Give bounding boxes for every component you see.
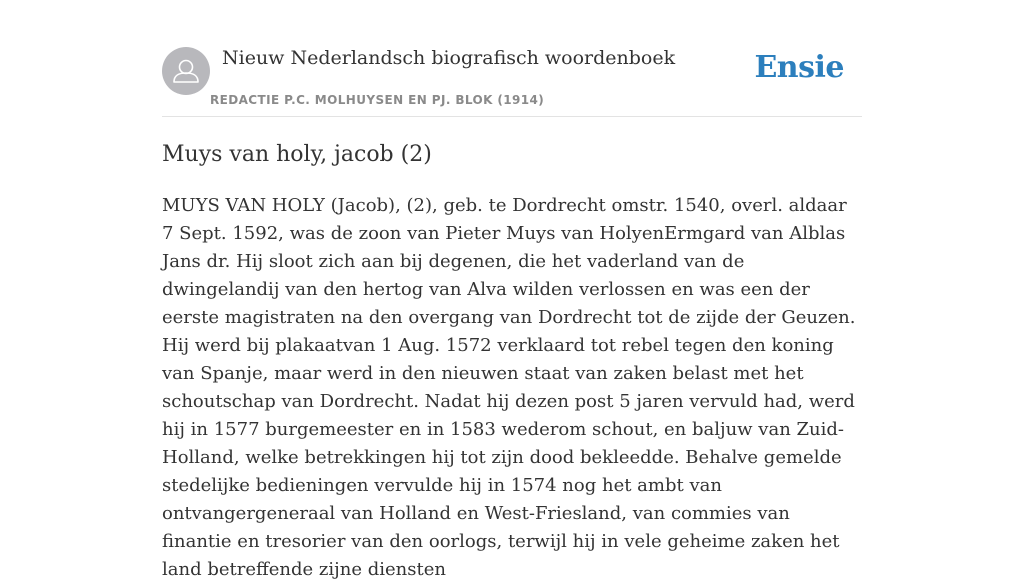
article-body: MUYS VAN HOLY (Jacob), (2), geb. te Dordrecht omstr. 1540, overl. aldaar 7 Sept. 1592, was de zoon van Pieter Muys van HolyenErmgard van Alblas Jans dr. Hij sloot zich aan bij degenen, die het vaderland van de dwingelandij van den hertog van Alva wilden verlossen en was een der eerste magistraten na den overgang van Dordrecht tot de zijde der Geuzen. Hij werd bij plakaatvan 1 Aug. 1572 verklaard tot rebel tegen den koning van Spanje, maar werd in den nieuwen staat van zaken belast met het schoutschap van Dordrecht. Nadat hij dezen post 5 jaren vervuld had, werd hij in 1577 burgemeester en in 1583 wederom schout, en baljuw van Zuid-Holland, welke betrekkingen hij tot zijn dood bekleedde. Behalve gemelde stedelijke bedieningen vervulde hij in 1574 nog het ambt van ontvangergeneraal van Holland en West-Friesland, van commies van finantie en tresorier van den oorlogs, terwijl hij in vele geheime zaken het land betreffende zijne diensten [162, 195, 856, 580]
brand-logo-link[interactable]: Ensie [754, 50, 844, 85]
source-editors: REDACTIE P.C. MOLHUYSEN EN PJ. BLOK (1914) [210, 93, 545, 107]
source-title[interactable]: Nieuw Nederlandsch biografisch woordenboek [222, 47, 676, 69]
person-outline-icon [162, 47, 210, 95]
source-header [162, 46, 862, 117]
user-avatar-icon[interactable] [162, 47, 210, 95]
article-title: Muys van holy, jacob (2) [162, 142, 432, 167]
